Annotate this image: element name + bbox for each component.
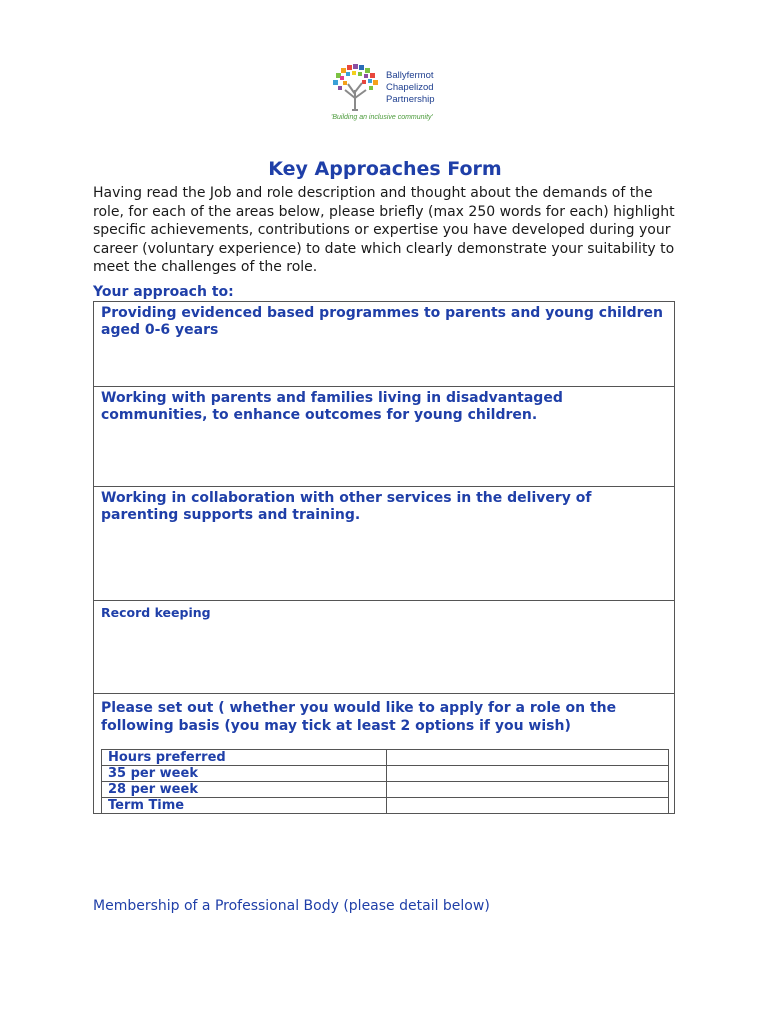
table-row (102, 798, 669, 814)
logo-line-3: Partnership (386, 94, 435, 105)
option-tick-cell[interactable] (387, 766, 669, 782)
section-collaboration[interactable] (94, 486, 674, 600)
table-row (102, 782, 669, 798)
option-tick-cell[interactable] (387, 750, 669, 766)
intro-paragraph: Having read the Job and role description and thought about the demands of the role, for each of the areas below, please briefly (max 250 words for each) highlight specific achievements, contributions or expertise you have developed during your career (voluntary experience) to date which clearly demonstrate your suitability to meet the challenges of the role. (93, 185, 675, 275)
logo-line-2: Chapelizod (386, 82, 434, 93)
logo-tagline: 'Building an inclusive community' (331, 114, 433, 121)
approach-label: Your approach to: (93, 284, 234, 300)
table-row (102, 750, 669, 766)
tree-logo-icon (331, 62, 383, 112)
option-label: Term Time (102, 798, 387, 814)
option-label: 28 per week (102, 782, 387, 798)
section-evidenced-programmes[interactable] (94, 302, 674, 386)
partnership-logo (331, 62, 451, 124)
section-label: Providing evidenced based programmes to parents and young children aged 0-6 years (101, 305, 664, 338)
table-row (102, 766, 669, 782)
section-label: Record keeping (101, 605, 211, 620)
membership-heading: Membership of a Professional Body (please detail below) (93, 898, 490, 914)
options-table (101, 749, 669, 814)
option-label: 35 per week (102, 766, 387, 782)
section-label: Working with parents and families living in disadvantaged communities, to enhance outcomes for young children. (101, 390, 563, 423)
approach-form-table (93, 301, 675, 814)
section-disadvantaged-communities[interactable] (94, 386, 674, 486)
page-title: Key Approaches Form (268, 158, 502, 180)
option-tick-cell[interactable] (387, 782, 669, 798)
option-label: Hours preferred (102, 750, 387, 766)
section-label: Working in collaboration with other services in the delivery of parenting supports and training. (101, 490, 592, 523)
option-tick-cell[interactable] (387, 798, 669, 814)
section-label: Please set out ( whether you would like to apply for a role on the following basis (you may tick at least 2 options if you wish) (101, 700, 617, 734)
logo-line-1: Ballyfermot (386, 70, 434, 81)
section-record-keeping[interactable] (94, 600, 674, 693)
